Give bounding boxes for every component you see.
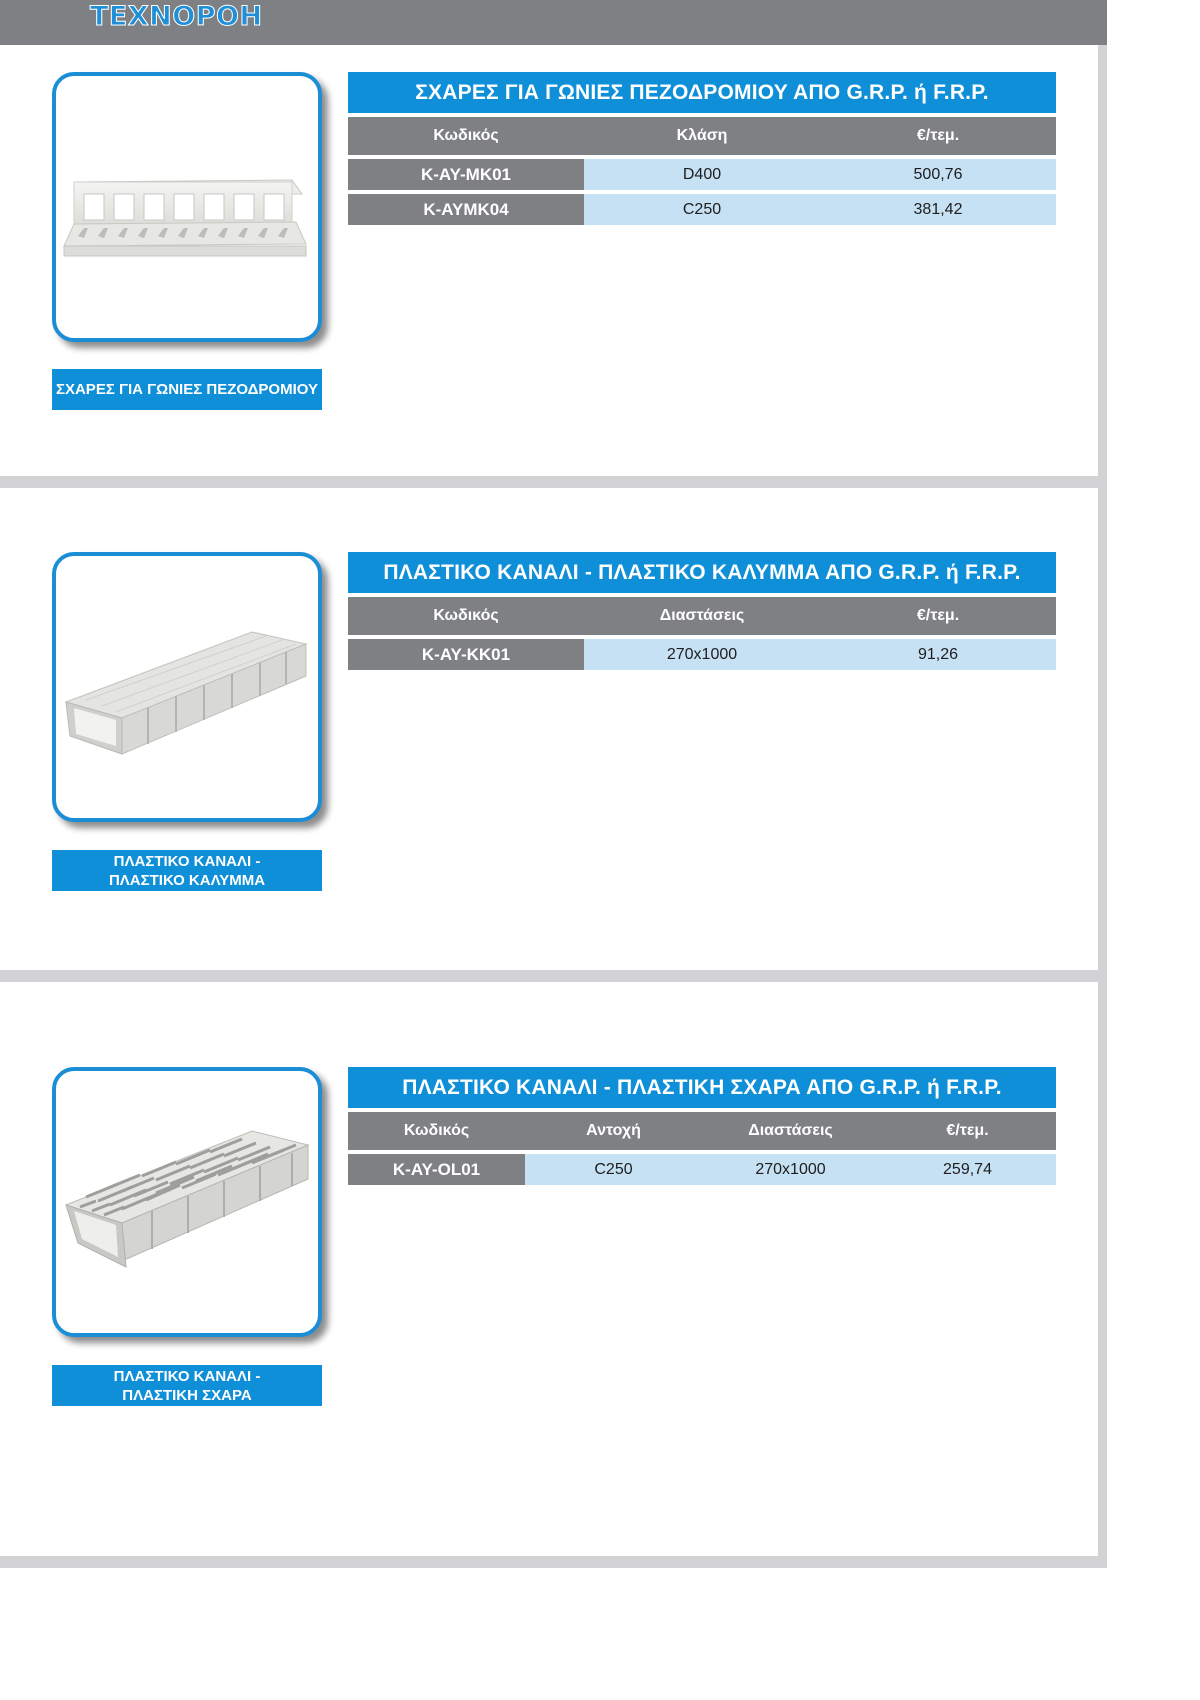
column-header-dimensions: Διαστάσεις	[702, 1112, 879, 1150]
price-table	[348, 1112, 1056, 1185]
column-header-dimensions: Διαστάσεις	[584, 597, 820, 635]
right-edge-strip	[1098, 45, 1107, 1568]
product-class: C250	[584, 194, 820, 225]
price-table	[348, 597, 1056, 670]
brand-logo: ΤΕΧΝΟΡΟΗ	[90, 1, 263, 32]
top-header-bar	[0, 0, 1107, 45]
price-table	[348, 117, 1056, 225]
column-header-code: Κωδικός	[348, 1112, 525, 1150]
table-header-row	[348, 117, 1056, 155]
product-image-frame	[52, 1067, 322, 1337]
column-header-code: Κωδικός	[348, 117, 584, 155]
table-header-row	[348, 597, 1056, 635]
product-class: D400	[584, 159, 820, 190]
product-price: 500,76	[820, 159, 1056, 190]
product-caption: ΣΧΑΡΕΣ ΓΙΑ ΓΩΝΙΕΣ ΠΕΖΟΔΡΟΜΙΟΥ	[52, 369, 322, 410]
product-image-frame	[52, 552, 322, 822]
product-dimensions: 270x1000	[584, 639, 820, 670]
product-table-title: ΠΛΑΣΤΙΚΟ ΚΑΝΑΛΙ - ΠΛΑΣΤΙΚΟ ΚΑΛΥΜΜΑ ΑΠΟ G.R.P. ή F.R.P.	[348, 552, 1056, 593]
column-header-code: Κωδικός	[348, 597, 584, 635]
product-table-title: ΠΛΑΣΤΙΚΟ ΚΑΝΑΛΙ - ΠΛΑΣΤΙΚΗ ΣΧΑΡΑ ΑΠΟ G.R.P. ή F.R.P.	[348, 1067, 1056, 1108]
channel-cover-image	[56, 556, 318, 818]
column-header-price: €/τεμ.	[820, 117, 1056, 155]
column-header-class: Κλάση	[584, 117, 820, 155]
product-caption: ΠΛΑΣΤΙΚΟ ΚΑΝΑΛΙ - ΠΛΑΣΤΙΚΗ ΣΧΑΡΑ	[52, 1365, 322, 1406]
column-header-price: €/τεμ.	[820, 597, 1056, 635]
table-row	[348, 159, 1056, 190]
table-row	[348, 639, 1056, 670]
section-divider	[0, 970, 1098, 982]
product-price: 381,42	[820, 194, 1056, 225]
product-price: 259,74	[879, 1154, 1056, 1185]
section-divider	[0, 476, 1098, 488]
product-image-frame	[52, 72, 322, 342]
product-dimensions: 270x1000	[702, 1154, 879, 1185]
table-row	[348, 194, 1056, 225]
table-row	[348, 1154, 1056, 1185]
column-header-price: €/τεμ.	[879, 1112, 1056, 1150]
product-code: K-AY-OL01	[348, 1154, 525, 1185]
product-table-title: ΣΧΑΡΕΣ ΓΙΑ ΓΩΝΙΕΣ ΠΕΖΟΔΡΟΜΙΟΥ ΑΠΟ G.R.P. ή F.R.P.	[348, 72, 1056, 113]
product-code: K-AY-KK01	[348, 639, 584, 670]
section-divider	[0, 1556, 1098, 1568]
channel-grate-image	[56, 1071, 318, 1333]
product-price: 91,26	[820, 639, 1056, 670]
product-caption: ΠΛΑΣΤΙΚΟ ΚΑΝΑΛΙ - ΠΛΑΣΤΙΚΟ ΚΑΛΥΜΜΑ	[52, 850, 322, 891]
product-code: K-AYMK04	[348, 194, 584, 225]
column-header-strength: Αντοχή	[525, 1112, 702, 1150]
corner-grate-image	[56, 76, 318, 338]
product-code: K-AY-MK01	[348, 159, 584, 190]
product-strength: C250	[525, 1154, 702, 1185]
table-header-row	[348, 1112, 1056, 1150]
